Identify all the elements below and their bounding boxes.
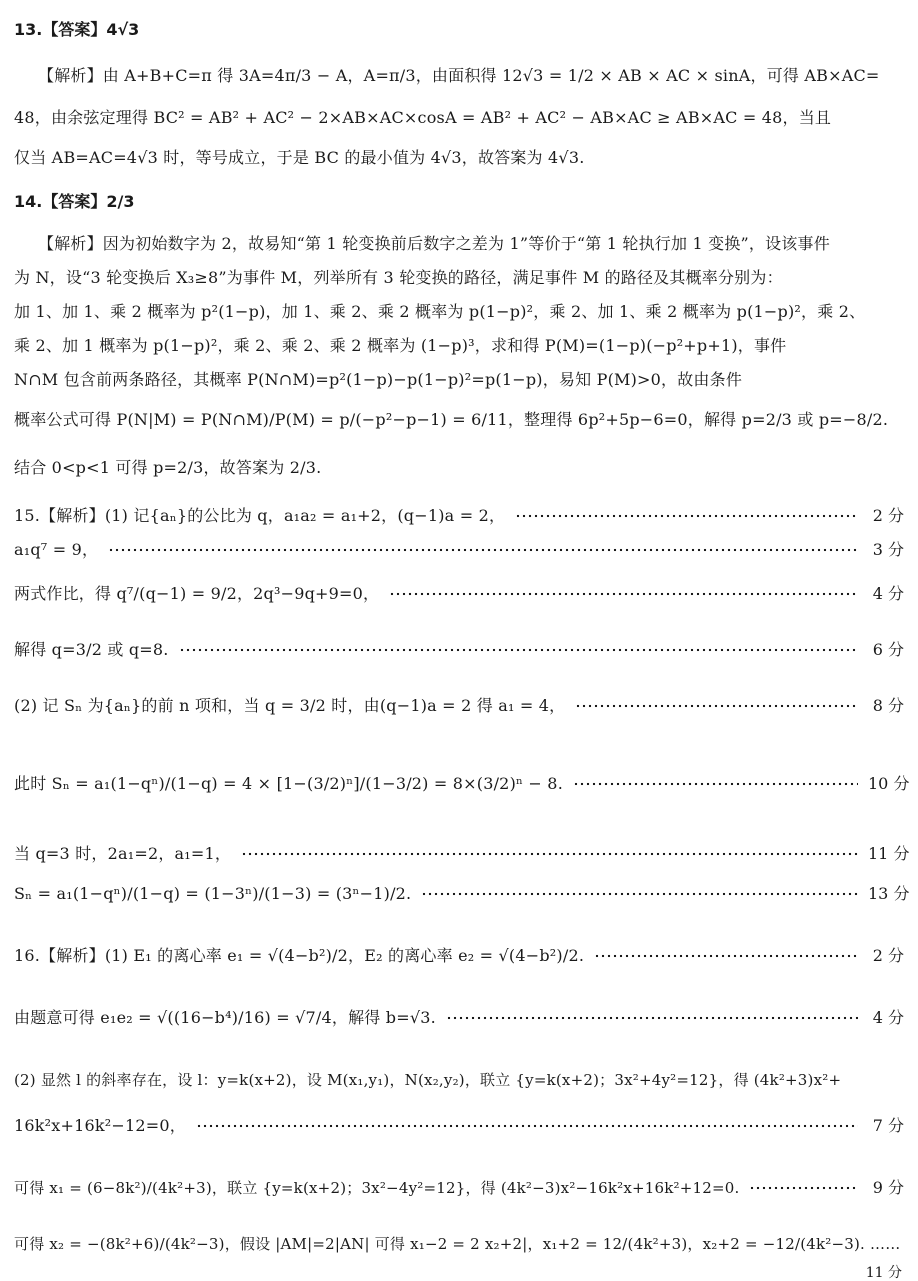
p15-step [14,772,910,796]
score-mark: 9 分 [872,1178,904,1197]
leader-dots [196,1124,858,1128]
p15-step [14,638,904,662]
step-text: a₁q⁷ = 9， [14,540,99,559]
p14-analysis-line: 概率公式可得 P(N|M) = P(N∩M)/P(M) = p/(−p²−p−1) = 6/11，整理得 6p²+5p−6=0，解得 p=2/3 或 p=−8/2. [14,410,889,429]
step-text: 两式作比，得 q⁷/(q−1) = 9/2，2q³−9q+9=0， [14,584,380,603]
p15-step [14,504,904,528]
step-text: 当 q=3 时，2a₁=2，a₁=1， [14,844,232,863]
p16-step-text-wrapped: (2) 显然 l 的斜率存在，设 l：y=k(x+2)，设 M(x₁,y₁)，N(x₂,y₂)，联立 {y=k(x+2)；3x²+4y²=12}，得 (4k²+3)x²+ [14,1071,842,1089]
p16-step-text-last: 可得 x₂ = −(8k²+6)/(4k²−3)，假设 |AM|=2|AN| 可得 x₁−2 = 2 x₂+2|，x₁+2 = 12/(4k²+3)，x₂+2 = −12/(4k²−3). …… [14,1235,901,1253]
score-mark: 4 分 [872,584,904,603]
leader-dots [389,592,858,596]
p16-step [14,1114,904,1138]
leader-dots [108,548,858,552]
step-text: 15.【解析】(1) 记{aₙ}的公比为 q，a₁a₂ = a₁+2，(q−1)a = 2， [14,506,506,525]
leader-dots [749,1186,858,1190]
step-text: 16.【解析】(1) E₁ 的离心率 e₁ = √(4−b²)/2，E₂ 的离心率 e₂ = √(4−b²)/2. [14,946,585,965]
p14-analysis-line: 结合 0<p<1 可得 p=2/3，故答案为 2/3. [14,458,322,477]
leader-dots [421,892,858,896]
score-mark: 6 分 [872,640,904,659]
leader-dots [575,704,858,708]
p14-answer: 14.【答案】2/3 [14,192,135,211]
p15-step [14,538,904,562]
p14-analysis-line: 加 1、加 1、乘 2 概率为 p²(1−p)，加 1、乘 2、乘 2 概率为 p(1−p)²，乘 2、加 1、乘 2 概率为 p(1−p)²，乘 2、 [14,302,866,321]
p15-step [14,882,910,906]
score-mark: 11 分 [868,844,910,863]
leader-dots [594,954,858,958]
p14-analysis-line: 为 N，设“3 轮变换后 X₃≥8”为事件 M，列举所有 3 轮变换的路径，满足事件 M 的路径及其概率分别为： [14,268,783,287]
p13-answer: 13.【答案】4√3 [14,20,140,39]
step-text: 由题意可得 e₁e₂ = √((16−b⁴)/16) = √7/4，解得 b=√3. [14,1008,436,1027]
step-text: 解得 q=3/2 或 q=8. [14,640,169,659]
p13-analysis-line: 48，由余弦定理得 BC² = AB² + AC² − 2×AB×AC×cosA = AB² + AC² − AB×AC ≥ AB×AC = 48，当且 [14,108,832,127]
p14-analysis-line: 乘 2、加 1 概率为 p(1−p)²，乘 2、乘 2、乘 2 概率为 (1−p)³，求和得 P(M)=(1−p)(−p²+p+1)，事件 [14,336,787,355]
step-text: 此时 Sₙ = a₁(1−qⁿ)/(1−q) = 4 × [1−(3/2)ⁿ]/(1−3/2) = 8×(3/2)ⁿ − 8. [14,774,563,793]
score-mark: 2 分 [872,506,904,525]
p16-step [14,1176,904,1200]
step-text: 可得 x₁ = (6−8k²)/(4k²+3)，联立 {y=k(x+2)；3x²−4y²=12}，得 (4k²−3)x²−16k²x+16k²+12=0. [14,1179,740,1197]
step-text: (2) 记 Sₙ 为{aₙ}的前 n 项和，当 q = 3/2 时，由(q−1)a = 2 得 a₁ = 4， [14,696,566,715]
p15-step [14,694,904,718]
leader-dots [573,782,858,786]
p15-step [14,842,910,866]
score-mark: 10 分 [868,774,910,793]
leader-dots [179,648,858,652]
leader-dots [446,1016,858,1020]
score-mark: 3 分 [872,540,904,559]
p15-step [14,582,904,606]
score-mark: 13 分 [868,884,910,903]
score-mark: 2 分 [872,946,904,965]
score-mark: 8 分 [872,696,904,715]
p14-analysis-line: N∩M 包含前两条路径，其概率 P(N∩M)=p²(1−p)−p(1−p)²=p(1−p)，易知 P(M)>0，故由条件 [14,370,743,389]
p16-step [14,1006,904,1030]
step-text: Sₙ = a₁(1−qⁿ)/(1−q) = (1−3ⁿ)/(1−3) = (3ⁿ−1)/2. [14,884,412,903]
p16-step [14,944,904,968]
page-tail-score: 11 分 [865,1265,902,1281]
score-mark: 4 分 [872,1008,904,1027]
score-mark: 7 分 [872,1116,904,1135]
step-text: 16k²x+16k²−12=0， [14,1116,186,1135]
p13-analysis-line: 仅当 AB=AC=4√3 时，等号成立，于是 BC 的最小值为 4√3，故答案为 4√3. [14,148,585,167]
leader-dots [241,852,858,856]
leader-dots [515,514,858,518]
p13-analysis-line: 【解析】由 A+B+C=π 得 3A=4π/3 − A，A=π/3，由面积得 12√3 = 1/2 × AB × AC × sinA，可得 AB×AC= [38,66,880,85]
p14-analysis-line: 【解析】因为初始数字为 2，故易知“第 1 轮变换前后数字之差为 1”等价于“第 1 轮执行加 1 变换”，设该事件 [38,234,830,253]
